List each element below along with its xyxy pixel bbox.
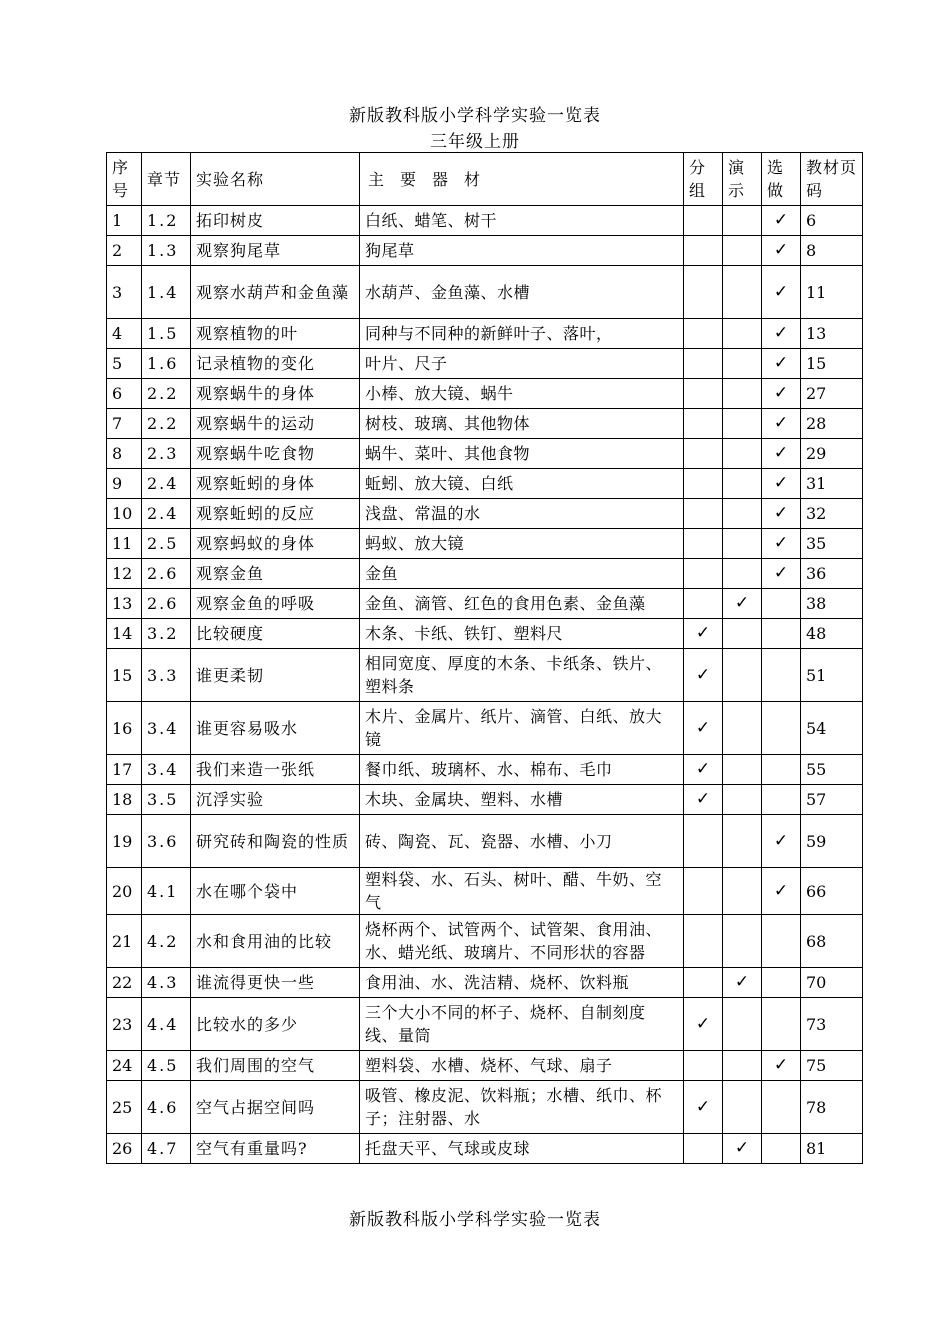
cell-page: 15 [801,349,863,379]
cell-group [684,409,723,439]
cell-group [684,1134,723,1164]
cell-no: 13 [107,589,142,619]
cell-optional [762,915,801,968]
cell-name: 观察植物的叶 [191,319,360,349]
table-row [107,499,863,529]
check-icon: ✓ [773,240,789,260]
cell-group [684,469,723,499]
cell-page: 29 [801,439,863,469]
check-icon: ✓ [695,664,711,685]
cell-no: 7 [107,409,142,439]
table-row [107,349,863,379]
cell-group [684,236,723,266]
cell-demo [723,649,762,702]
cell-materials: 餐巾纸、玻璃杯、水、棉布、毛巾 [360,755,684,785]
cell-group [684,915,723,968]
cell-demo [723,915,762,968]
cell-chapter: 2.4 [142,469,191,499]
cell-demo [723,266,762,319]
cell-name: 观察水葫芦和金鱼藻 [191,266,360,319]
cell-name: 比较水的多少 [191,998,360,1051]
cell-group [684,379,723,409]
cell-optional [762,529,801,559]
cell-optional [762,968,801,998]
cell-optional [762,755,801,785]
cell-name: 空气占据空间吗 [191,1081,360,1134]
cell-demo [723,968,762,998]
cell-chapter: 1.2 [142,206,191,236]
cell-demo [723,236,762,266]
check-icon: ✓ [695,759,711,779]
cell-page: 75 [801,1051,863,1081]
cell-chapter: 4.5 [142,1051,191,1081]
cell-optional [762,649,801,702]
table-row [107,968,863,998]
cell-page: 51 [801,649,863,702]
table-row [107,785,863,815]
cell-no: 17 [107,755,142,785]
cell-materials: 树枝、玻璃、其他物体 [360,409,684,439]
cell-materials: 叶片、尺子 [360,349,684,379]
cell-page: 6 [801,206,863,236]
cell-demo [723,868,762,915]
cell-page: 68 [801,915,863,968]
cell-demo [723,499,762,529]
check-icon: ✓ [695,1013,711,1034]
cell-materials: 白纸、蜡笔、树干 [360,206,684,236]
cell-page: 48 [801,619,863,649]
cell-demo [723,206,762,236]
cell-page: 28 [801,409,863,439]
cell-group [684,702,723,755]
cell-no: 9 [107,469,142,499]
header-no: 序号 [107,153,142,206]
cell-optional [762,319,801,349]
cell-optional [762,619,801,649]
cell-name: 研究砖和陶瓷的性质 [191,815,360,868]
cell-optional [762,559,801,589]
cell-name: 谁更柔韧 [191,649,360,702]
cell-name: 比较硬度 [191,619,360,649]
cell-demo [723,529,762,559]
table-row [107,1051,863,1081]
header-name: 实验名称 [191,153,360,206]
cell-chapter: 3.3 [142,649,191,702]
cell-materials: 水葫芦、金鱼藻、水槽 [360,266,684,319]
check-icon: ✓ [695,623,711,643]
header-optional: 选做 [762,153,801,206]
cell-page: 27 [801,379,863,409]
cell-demo [723,439,762,469]
table-row [107,755,863,785]
table-row [107,409,863,439]
cell-group [684,998,723,1051]
check-icon: ✓ [773,830,789,851]
cell-page: 78 [801,1081,863,1134]
cell-chapter: 3.6 [142,815,191,868]
cell-group [684,529,723,559]
cell-materials: 烧杯两个、试管两个、试管架、食用油、水、蜡光纸、玻璃片、不同形状的容器 [360,915,684,968]
cell-no: 18 [107,785,142,815]
cell-demo [723,998,762,1051]
header-chapter: 章节 [142,153,191,206]
check-icon: ✓ [734,972,750,992]
cell-no: 10 [107,499,142,529]
check-icon: ✓ [773,1055,789,1075]
cell-demo [723,409,762,439]
cell-page: 55 [801,755,863,785]
cell-chapter: 2.6 [142,559,191,589]
cell-page: 13 [801,319,863,349]
cell-materials: 相同宽度、厚度的木条、卡纸条、铁片、塑料条 [360,649,684,702]
cell-optional [762,998,801,1051]
cell-demo [723,755,762,785]
cell-no: 8 [107,439,142,469]
cell-no: 19 [107,815,142,868]
cell-name: 我们来造一张纸 [191,755,360,785]
table-row [107,589,863,619]
cell-demo [723,1051,762,1081]
cell-chapter: 1.3 [142,236,191,266]
cell-optional [762,815,801,868]
cell-name: 观察蚯蚓的身体 [191,469,360,499]
table-body [107,206,863,1164]
cell-name: 观察蜗牛的身体 [191,379,360,409]
table-row [107,868,863,915]
table-row [107,529,863,559]
check-icon: ✓ [695,717,711,738]
check-icon: ✓ [773,353,789,373]
cell-optional [762,1051,801,1081]
cell-no: 26 [107,1134,142,1164]
cell-chapter: 3.2 [142,619,191,649]
check-icon: ✓ [773,503,789,523]
cell-demo [723,702,762,755]
cell-page: 73 [801,998,863,1051]
cell-page: 36 [801,559,863,589]
cell-demo [723,319,762,349]
cell-group [684,206,723,236]
table-row [107,815,863,868]
cell-chapter: 4.1 [142,868,191,915]
cell-demo [723,785,762,815]
table-row [107,319,863,349]
check-icon: ✓ [695,789,711,809]
cell-chapter: 4.2 [142,915,191,968]
cell-page: 81 [801,1134,863,1164]
footer-title: 新版教科版小学科学实验一览表 [349,1210,601,1230]
cell-materials: 食用油、水、洗洁精、烧杯、饮料瓶 [360,968,684,998]
check-icon: ✓ [773,323,789,343]
cell-demo [723,815,762,868]
cell-no: 15 [107,649,142,702]
table-row [107,379,863,409]
cell-page: 31 [801,469,863,499]
cell-optional [762,379,801,409]
cell-chapter: 4.7 [142,1134,191,1164]
cell-optional [762,469,801,499]
cell-no: 4 [107,319,142,349]
cell-group [684,1051,723,1081]
cell-page: 70 [801,968,863,998]
cell-materials: 木条、卡纸、铁钉、塑料尺 [360,619,684,649]
cell-materials: 小棒、放大镜、蜗牛 [360,379,684,409]
table-row [107,439,863,469]
table-row [107,206,863,236]
check-icon: ✓ [773,880,789,901]
table-row [107,469,863,499]
cell-chapter: 2.2 [142,379,191,409]
cell-no: 12 [107,559,142,589]
cell-chapter: 1.4 [142,266,191,319]
table-row [107,559,863,589]
cell-materials: 同种与不同种的新鲜叶子、落叶， [360,319,684,349]
cell-name: 观察蚂蚁的身体 [191,529,360,559]
table-row [107,266,863,319]
header-demo: 演示 [723,153,762,206]
cell-materials: 托盘天平、气球或皮球 [360,1134,684,1164]
cell-no: 2 [107,236,142,266]
cell-chapter: 1.6 [142,349,191,379]
cell-page: 57 [801,785,863,815]
cell-no: 25 [107,1081,142,1134]
cell-materials: 三个大小不同的杯子、烧杯、自制刻度线、量筒 [360,998,684,1051]
table-row [107,1081,863,1134]
cell-name: 空气有重量吗? [191,1134,360,1164]
cell-group [684,755,723,785]
cell-demo [723,559,762,589]
table-row [107,619,863,649]
cell-materials: 蜗牛、菜叶、其他食物 [360,439,684,469]
cell-chapter: 2.6 [142,589,191,619]
cell-materials: 蚂蚁、放大镜 [360,529,684,559]
cell-no: 6 [107,379,142,409]
header-materials: 主 要 器 材 [360,153,684,206]
cell-demo [723,379,762,409]
cell-no: 3 [107,266,142,319]
cell-no: 22 [107,968,142,998]
cell-demo [723,619,762,649]
cell-name: 水在哪个袋中 [191,868,360,915]
table-row [107,998,863,1051]
cell-materials: 塑料袋、水槽、烧杯、气球、扇子 [360,1051,684,1081]
cell-materials: 木片、金属片、纸片、滴管、白纸、放大镜 [360,702,684,755]
cell-demo [723,349,762,379]
cell-group [684,785,723,815]
cell-group [684,349,723,379]
cell-group [684,619,723,649]
cell-materials: 浅盘、常温的水 [360,499,684,529]
header-page: 教材页码 [801,153,863,206]
page-title: 新版教科版小学科学实验一览表 [349,106,601,126]
cell-page: 38 [801,589,863,619]
cell-optional [762,589,801,619]
cell-group [684,499,723,529]
cell-chapter: 3.4 [142,755,191,785]
cell-materials: 吸管、橡皮泥、饮料瓶；水槽、纸巾、杯子；注射器、水 [360,1081,684,1134]
cell-name: 观察狗尾草 [191,236,360,266]
cell-optional [762,1081,801,1134]
cell-page: 54 [801,702,863,755]
cell-no: 1 [107,206,142,236]
cell-no: 21 [107,915,142,968]
cell-name: 观察蜗牛的运动 [191,409,360,439]
cell-page: 8 [801,236,863,266]
check-icon: ✓ [773,281,789,302]
table-header-row [107,153,863,206]
cell-no: 24 [107,1051,142,1081]
cell-group [684,649,723,702]
check-icon: ✓ [773,383,789,403]
cell-group [684,559,723,589]
cell-optional [762,702,801,755]
cell-no: 23 [107,998,142,1051]
cell-optional [762,1134,801,1164]
cell-optional [762,785,801,815]
cell-chapter: 4.3 [142,968,191,998]
cell-name: 记录植物的变化 [191,349,360,379]
cell-group [684,319,723,349]
cell-optional [762,868,801,915]
cell-group [684,868,723,915]
table-row [107,1134,863,1164]
cell-name: 观察蜗牛吃食物 [191,439,360,469]
cell-optional [762,409,801,439]
table-row [107,702,863,755]
cell-name: 我们周围的空气 [191,1051,360,1081]
cell-page: 59 [801,815,863,868]
check-icon: ✓ [734,593,750,613]
check-icon: ✓ [773,473,789,493]
cell-optional [762,206,801,236]
cell-no: 5 [107,349,142,379]
cell-group [684,968,723,998]
cell-name: 沉浮实验 [191,785,360,815]
cell-group [684,815,723,868]
experiment-table [106,152,863,1164]
cell-demo [723,469,762,499]
cell-demo [723,589,762,619]
cell-name: 观察蚯蚓的反应 [191,499,360,529]
cell-name: 观察金鱼 [191,559,360,589]
cell-no: 11 [107,529,142,559]
check-icon: ✓ [773,443,789,463]
check-icon: ✓ [773,413,789,433]
cell-name: 拓印树皮 [191,206,360,236]
cell-name: 观察金鱼的呼吸 [191,589,360,619]
cell-optional [762,499,801,529]
header-group: 分组 [684,153,723,206]
table-row [107,649,863,702]
cell-materials: 塑料袋、水、石头、树叶、醋、牛奶、空气 [360,868,684,915]
cell-materials: 木块、金属块、塑料、水槽 [360,785,684,815]
cell-no: 14 [107,619,142,649]
check-icon: ✓ [695,1096,711,1117]
table-row [107,236,863,266]
cell-group [684,266,723,319]
cell-chapter: 4.4 [142,998,191,1051]
page-subtitle: 三年级上册 [430,132,520,152]
cell-chapter: 1.5 [142,319,191,349]
cell-page: 35 [801,529,863,559]
cell-group [684,1081,723,1134]
cell-name: 水和食用油的比较 [191,915,360,968]
cell-page: 11 [801,266,863,319]
cell-optional [762,236,801,266]
cell-demo [723,1081,762,1134]
cell-chapter: 2.3 [142,439,191,469]
check-icon: ✓ [734,1138,750,1158]
check-icon: ✓ [773,210,789,230]
cell-chapter: 3.5 [142,785,191,815]
cell-demo [723,1134,762,1164]
cell-no: 20 [107,868,142,915]
cell-chapter: 2.2 [142,409,191,439]
cell-materials: 金鱼 [360,559,684,589]
cell-optional [762,266,801,319]
check-icon: ✓ [773,563,789,583]
cell-materials: 砖、陶瓷、瓦、瓷器、水槽、小刀 [360,815,684,868]
cell-materials: 狗尾草 [360,236,684,266]
cell-page: 66 [801,868,863,915]
cell-chapter: 2.4 [142,499,191,529]
cell-materials: 金鱼、滴管、红色的食用色素、金鱼藻 [360,589,684,619]
cell-optional [762,439,801,469]
cell-materials: 蚯蚓、放大镜、白纸 [360,469,684,499]
cell-group [684,439,723,469]
cell-page: 32 [801,499,863,529]
cell-group [684,589,723,619]
cell-optional [762,349,801,379]
cell-name: 谁流得更快一些 [191,968,360,998]
cell-chapter: 2.5 [142,529,191,559]
cell-name: 谁更容易吸水 [191,702,360,755]
cell-chapter: 3.4 [142,702,191,755]
check-icon: ✓ [773,533,789,553]
table-row [107,915,863,968]
cell-no: 16 [107,702,142,755]
cell-chapter: 4.6 [142,1081,191,1134]
